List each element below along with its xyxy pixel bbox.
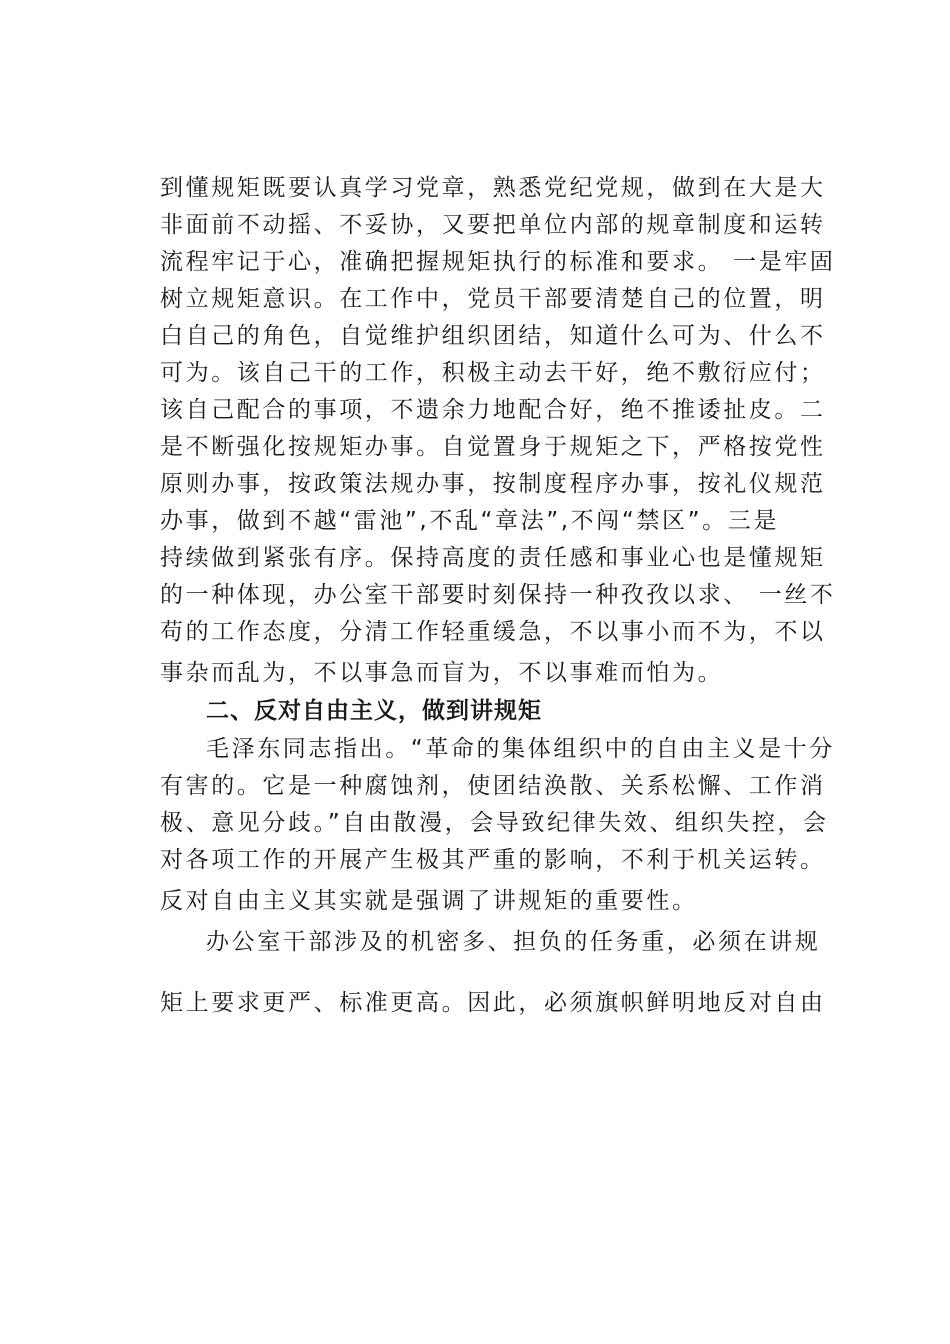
text-line: 流程牢记于心，准确把握规矩执行的标准和要求。 一是牢固 — [160, 249, 836, 275]
text-line: 毛泽东同志指出。“革命的集体组织中的自由主义是十分 — [206, 736, 835, 762]
text-line: 原则办事，按政策法规办事，按制度程序办事，按礼仪规范 — [160, 471, 826, 497]
text-line: 是不断强化按规矩办事。自觉置身于规矩之下，严格按党性 — [160, 434, 826, 460]
text-line: 持续做到紧张有序。保持高度的责任感和事业心也是懂规矩 — [160, 545, 826, 571]
text-line: 事杂而乱为，不以事急而盲为，不以事难而怕为。 — [160, 660, 724, 686]
text-line: 该自己配合的事项，不遗余力地配合好，绝不推诿扯皮。二 — [160, 397, 826, 423]
text-line: 有害的。它是一种腐蚀剂，使团结涣散、关系松懈、工作消 — [160, 773, 826, 799]
text-line: 的一种体现，办公室干部要时刻保持一种孜孜以求、 一丝不 — [160, 582, 836, 608]
text-line: 极、意见分歧。”自由散漫，会导致纪律失效、组织失控，会 — [160, 810, 829, 836]
text-line: 矩上要求更严、标准更高。因此，必须旗帜鲜明地反对自由 — [160, 990, 826, 1016]
text-line: 非面前不动摇、不妥协，又要把单位内部的规章制度和运转 — [160, 212, 826, 238]
text-line: 白自己的角色，自觉维护组织团结，知道什么可为、什么不 — [160, 323, 826, 349]
text-line: 树立规矩意识。在工作中，党员干部要清楚自己的位置，明 — [160, 286, 826, 312]
text-line: 对各项工作的开展产生极其严重的影响，不利于机关运转。 — [160, 847, 826, 873]
text-line: 苟的工作态度，分清工作轻重缓急，不以事小而不为，不以 — [160, 619, 826, 645]
text-line: 办事，做到不越“雷池”,不乱“章法”,不闯“禁区”。三是 — [160, 508, 779, 534]
section-heading: 二、反对自由主义，做到讲规矩 — [206, 698, 542, 724]
text-line: 可为。该自己干的工作，积极主动去干好，绝不敷衍应付； — [160, 360, 826, 386]
text-line: 反对自由主义其实就是强调了讲规矩的重要性。 — [160, 888, 698, 914]
text-line: 办公室干部涉及的机密多、担负的任务重，必须在讲规 — [206, 929, 821, 955]
text-line: 到懂规矩既要认真学习党章，熟悉党纪党规，做到在大是大 — [160, 175, 826, 201]
